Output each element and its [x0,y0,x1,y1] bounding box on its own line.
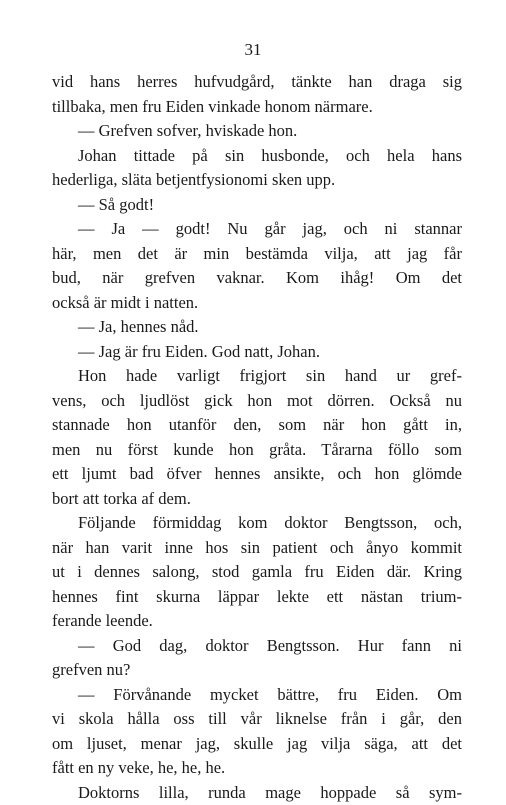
text-line: men nu först kunde hon gråta. Tårarna föllo som [52,438,462,463]
text-line: om ljuset, menar jag, skulle jag vilja säga, att det [52,732,462,757]
text-line: vens, och ljudlöst gick hon mot dörren. Också nu [52,389,462,414]
text-line: vi skola hålla oss till vår liknelse från i går, den [52,707,462,732]
text-line: här, men det är min bestämda vilja, att jag får [52,242,462,267]
text-line: hennes fint skurna läppar lekte ett nästan trium- [52,585,462,610]
text-line: tillbaka, men fru Eiden vinkade honom närmare. [52,95,462,120]
text-line: Hon hade varligt frigjort sin hand ur gref- [52,364,462,389]
text-line: fått en ny veke, he, he, he. [52,756,462,781]
text-line: stannade hon utanför den, som när hon gått in, [52,413,462,438]
text-line: — Förvånande mycket bättre, fru Eiden. Om [52,683,462,708]
text-line: Följande förmiddag kom doktor Bengtsson, och, [52,511,462,536]
text-line: bort att torka af dem. [52,487,462,512]
text-line: ett ljumt bad öfver hennes ansikte, och hon glömde [52,462,462,487]
text-line: också är midt i natten. [52,291,462,316]
text-line: — God dag, doktor Bengtsson. Hur fann ni [52,634,462,659]
text-line: bud, när grefven vaknar. Kom ihåg! Om det [52,266,462,291]
text-line: — Så godt! [52,193,462,218]
text-line: när han varit inne hos sin patient och ånyo kommit [52,536,462,561]
text-line: — Jag är fru Eiden. God natt, Johan. [52,340,462,365]
text-line: vid hans herres hufvudgård, tänkte han draga sig [52,70,462,95]
text-line: grefven nu? [52,658,462,683]
text-line: Johan tittade på sin husbonde, och hela hans [52,144,462,169]
text-line: ferande leende. [52,609,462,634]
body-text [52,70,462,805]
text-line: — Grefven sofver, hviskade hon. [52,119,462,144]
text-line: hederliga, släta betjentfysionomi sken upp. [52,168,462,193]
text-line: ut i dennes salong, stod gamla fru Eiden där. Kring [52,560,462,585]
page-number: 31 [0,40,506,60]
text-line: — Ja — godt! Nu går jag, och ni stannar [52,217,462,242]
text-line: Doktorns lilla, runda mage hoppade så sym- [52,781,462,805]
text-line: — Ja, hennes nåd. [52,315,462,340]
